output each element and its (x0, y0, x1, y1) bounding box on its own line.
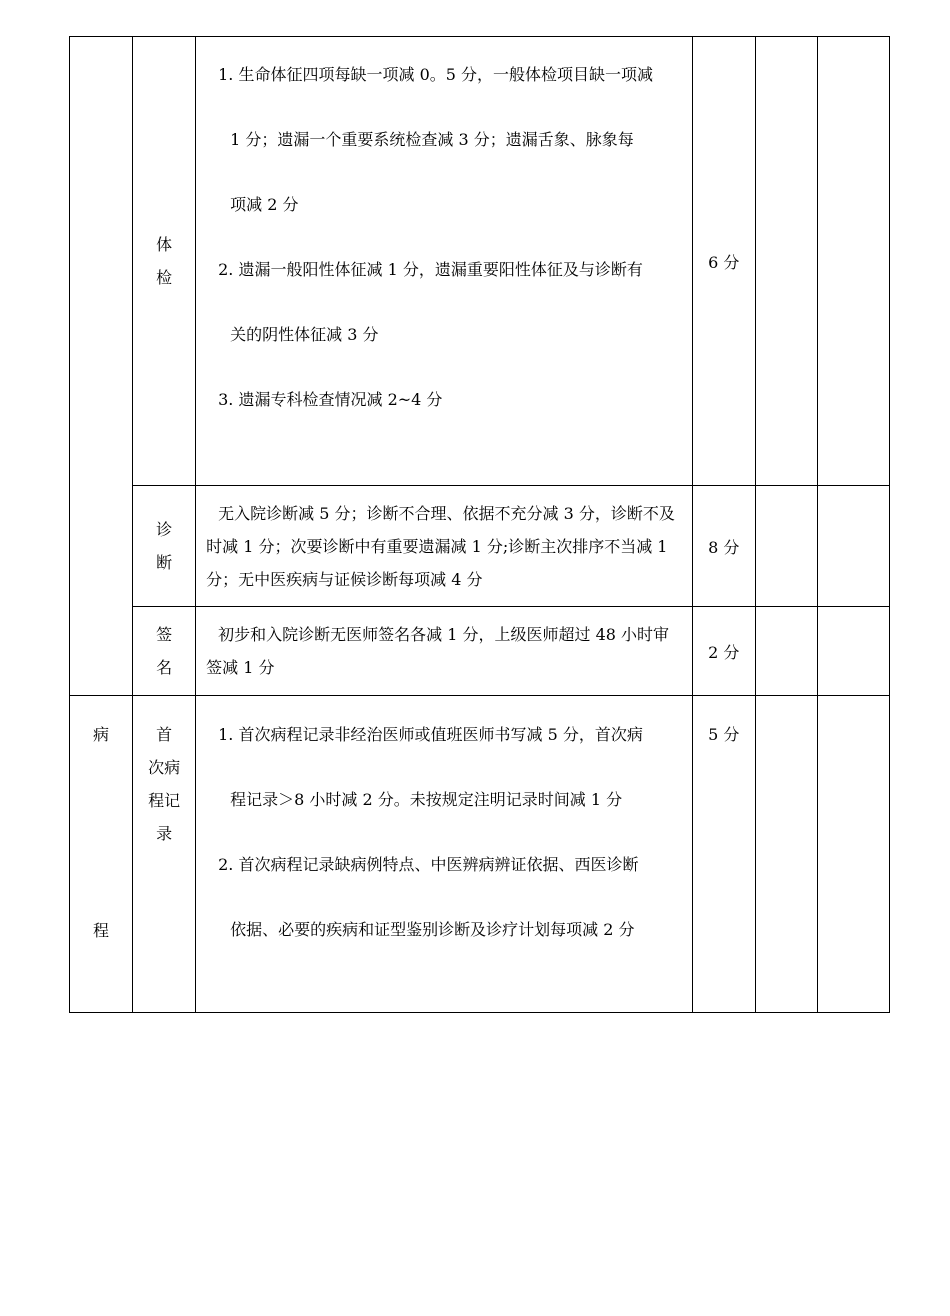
item-label-line: 录 (156, 824, 173, 843)
blank-cell (817, 486, 889, 607)
criteria-line: 1. 首次病程记录非经治医师或值班医师书写减 5 分，首次病 (218, 725, 643, 744)
criteria-cell (196, 607, 693, 696)
section-label-char: 病 (93, 725, 110, 744)
blank-cell (755, 607, 817, 696)
blank-cell (817, 607, 889, 696)
item-label-line: 程记 (148, 791, 181, 810)
item-label-line: 首 (156, 725, 173, 744)
criteria-text: 无入院诊断减 5 分；诊断不合理、依据不充分减 3 分，诊断不及时减 1 分；次要诊断中有重要遗漏减 1 分;诊断主次排序不当减 1 分；无中医疾病与证候诊断每项减 4 分 (206, 503, 675, 589)
criteria-line: 依据、必要的疾病和证型鉴别诊断及诊疗计划每项减 2 分 (230, 920, 635, 939)
criteria-line: 1 分；遗漏一个重要系统检查减 3 分；遗漏舌象、脉象每 (230, 130, 634, 149)
score-cell: 6 分 (692, 37, 755, 486)
blank-cell (755, 696, 817, 1013)
scoring-table (69, 36, 890, 1013)
blank-cell (755, 486, 817, 607)
item-label-line: 签 (156, 625, 173, 644)
item-label-line: 诊 (156, 520, 173, 539)
blank-cell (817, 696, 889, 1013)
item-label-cell (133, 696, 196, 1013)
criteria-cell (196, 37, 693, 486)
criteria-line: 程记录＞8 小时减 2 分。未按规定注明记录时间减 1 分 (230, 790, 623, 809)
item-label-line: 断 (156, 553, 173, 572)
section-label-char: 程 (93, 921, 110, 940)
table-row (70, 37, 890, 486)
score-cell: 2 分 (692, 607, 755, 696)
score-cell: 8 分 (692, 486, 755, 607)
criteria-line: 2. 遗漏一般阳性体征减 1 分，遗漏重要阳性体征及与诊断有 (218, 260, 643, 279)
table-row (70, 486, 890, 607)
blank-cell (817, 37, 889, 486)
score-cell: 5 分 (692, 696, 755, 1013)
criteria-line: 3. 遗漏专科检查情况减 2~4 分 (218, 390, 443, 409)
table-row (70, 607, 890, 696)
criteria-text: 初步和入院诊断无医师签名各减 1 分，上级医师超过 48 小时审签减 1 分 (206, 625, 670, 677)
section-cell-empty (70, 37, 133, 696)
blank-cell (755, 37, 817, 486)
item-label-cell (133, 37, 196, 486)
item-label-line: 名 (156, 658, 173, 677)
criteria-line: 项减 2 分 (230, 195, 299, 214)
criteria-line: 2. 首次病程记录缺病例特点、中医辨病辨证依据、西医诊断 (218, 855, 639, 874)
item-label-cell (133, 486, 196, 607)
item-label-line: 体 (156, 235, 173, 254)
criteria-line: 关的阴性体征减 3 分 (230, 325, 379, 344)
item-label-cell (133, 607, 196, 696)
section-label-cell (70, 696, 133, 1013)
table-row (70, 696, 890, 1013)
criteria-line: 1. 生命体征四项每缺一项减 0。5 分，一般体检项目缺一项减 (218, 65, 654, 84)
criteria-cell (196, 486, 693, 607)
item-label-line: 次病 (148, 758, 181, 777)
item-label-line: 检 (156, 268, 173, 287)
criteria-cell (196, 696, 693, 1013)
